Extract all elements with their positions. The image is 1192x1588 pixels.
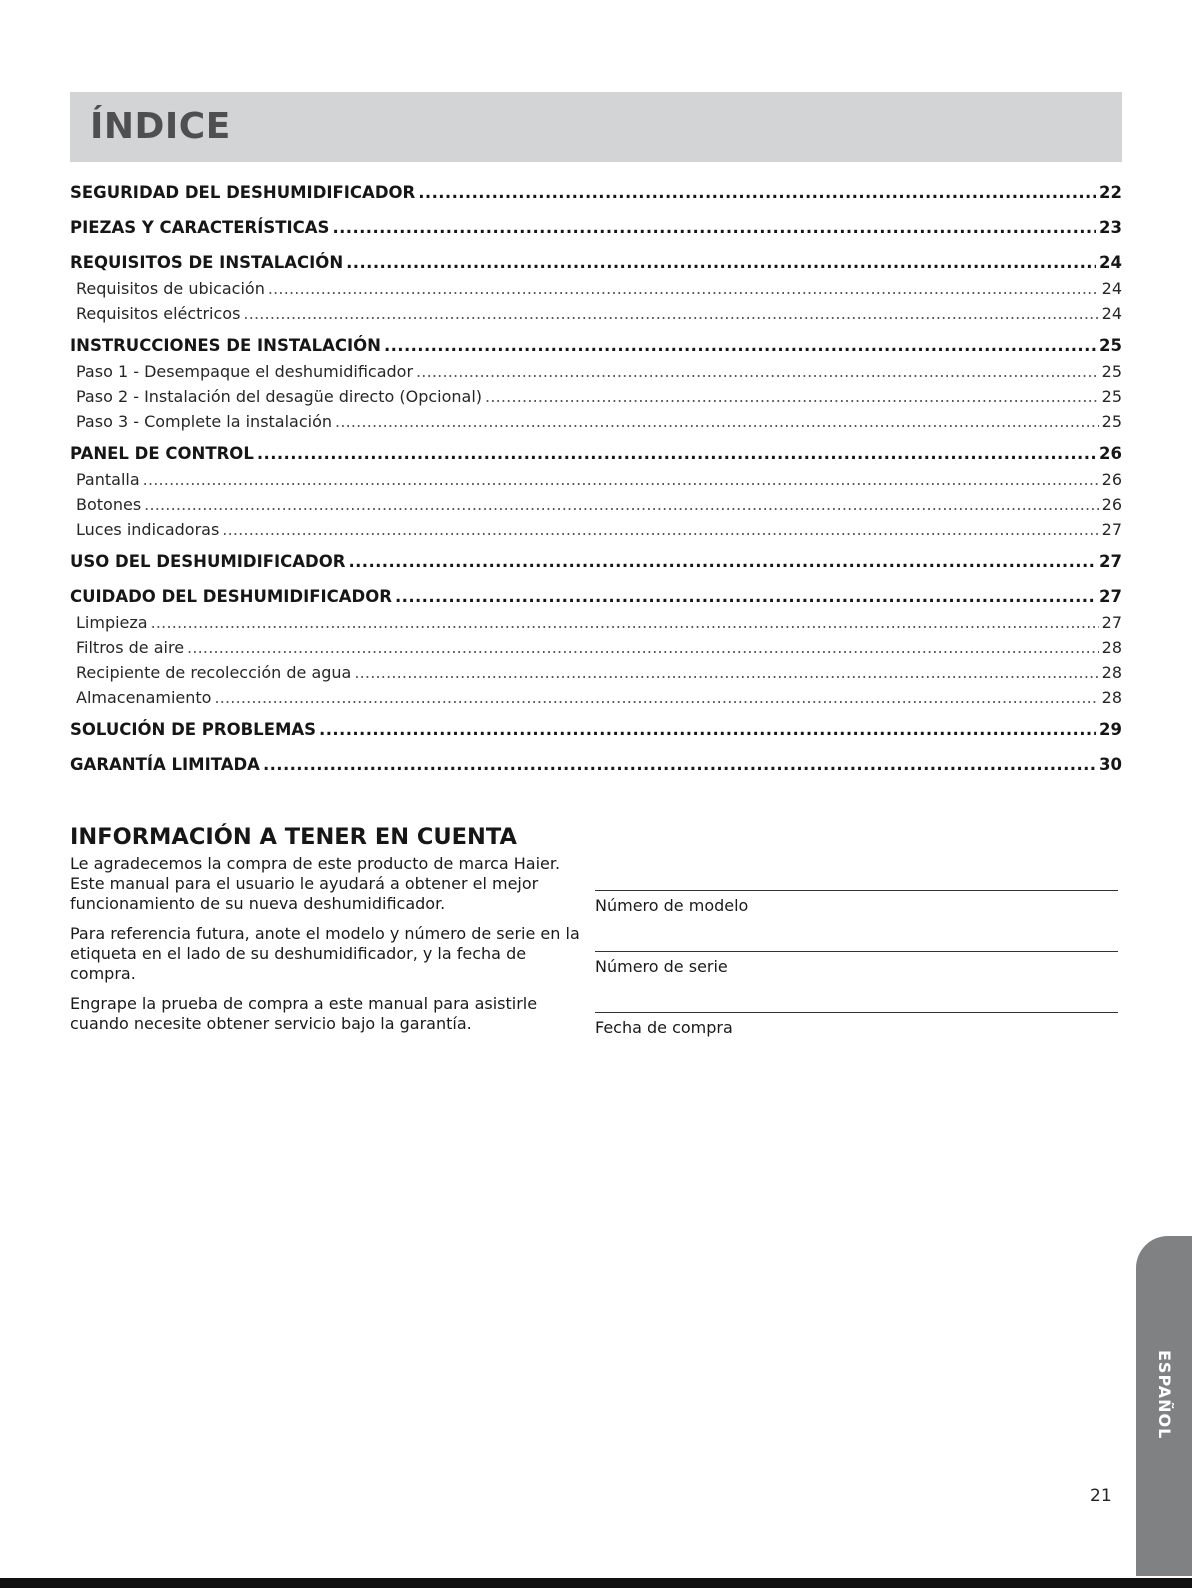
toc-label: Paso 1 - Desempaque el deshumidificador: [76, 362, 414, 381]
toc-subsection: [70, 387, 1122, 406]
toc-leader: [485, 387, 1099, 406]
toc-page: 28: [1101, 688, 1122, 707]
toc-section: [70, 444, 1122, 464]
toc-subsection: [70, 362, 1122, 381]
toc-section: [70, 336, 1122, 356]
toc-section: [70, 587, 1122, 607]
toc-leader: [144, 495, 1098, 514]
toc-label: Requisitos de ubicación: [76, 279, 265, 298]
toc-leader: [151, 613, 1099, 632]
language-tab-label: ESPAÑOL: [1155, 1350, 1174, 1440]
toc-section: [70, 253, 1122, 273]
toc-label: INSTRUCCIONES DE INSTALACIÓN: [70, 336, 381, 355]
toc-subsection: [70, 279, 1122, 298]
toc-page: 25: [1099, 336, 1122, 355]
toc-page: 24: [1101, 304, 1122, 323]
toc-subsection: [70, 638, 1122, 657]
info-title: INFORMACIÓN A TENER EN CUENTA: [70, 824, 517, 850]
info-paragraph: Para referencia futura, anote el modelo y número de serie en la etiqueta en el lado de su deshumidificador, y la fecha de compra.: [70, 924, 580, 983]
toc-label: Pantalla: [76, 470, 140, 489]
toc-label: CUIDADO DEL DESHUMIDIFICADOR: [70, 587, 392, 606]
toc-label: Almacenamiento: [76, 688, 212, 707]
toc-page: 26: [1101, 495, 1122, 514]
toc-page: 25: [1101, 362, 1122, 381]
toc-leader: [346, 253, 1096, 272]
toc-label: Botones: [76, 495, 142, 514]
toc-page: 27: [1101, 520, 1122, 539]
record-fields: [595, 890, 1118, 1073]
toc-leader: [416, 362, 1099, 381]
toc-label: Luces indicadoras: [76, 520, 220, 539]
serial-number-field: Número de serie: [595, 951, 1118, 1012]
toc-subsection: [70, 613, 1122, 632]
toc-section: [70, 183, 1122, 203]
toc-subsection: [70, 495, 1122, 514]
toc-page: 24: [1099, 253, 1122, 272]
toc-page: 25: [1101, 412, 1122, 431]
toc-page: 28: [1101, 663, 1122, 682]
toc-label: Paso 2 - Instalación del desagüe directo (Opcional): [76, 387, 483, 406]
toc-page: 27: [1099, 587, 1122, 606]
toc-leader: [354, 663, 1098, 682]
model-number-field: Número de modelo: [595, 890, 1118, 951]
toc-leader: [222, 520, 1098, 539]
toc-page: 27: [1101, 613, 1122, 632]
toc-leader: [243, 304, 1098, 323]
toc-page: 23: [1099, 218, 1122, 237]
info-paragraph: Le agradecemos la compra de este producto de marca Haier. Este manual para el usuario le ayudará a obtener el mejor funcionamiento de su nueva deshumidificador.: [70, 854, 561, 913]
toc-label: SEGURIDAD DEL DESHUMIDIFICADOR: [70, 183, 416, 202]
toc-leader: [384, 336, 1096, 355]
toc-page: 25: [1101, 387, 1122, 406]
toc-subsection: [70, 412, 1122, 431]
toc-page: 26: [1101, 470, 1122, 489]
toc-leader: [257, 444, 1096, 463]
toc-label: PANEL DE CONTROL: [70, 444, 254, 463]
toc-leader: [418, 183, 1096, 202]
toc-leader: [143, 470, 1099, 489]
toc-label: Filtros de aire: [76, 638, 185, 657]
toc-label: USO DEL DESHUMIDIFICADOR: [70, 552, 346, 571]
page-number: 21: [1090, 1486, 1112, 1506]
toc-section: [70, 552, 1122, 572]
toc-leader: [263, 755, 1096, 774]
table-of-contents: [70, 178, 1122, 775]
toc-page: 22: [1099, 183, 1122, 202]
toc-section: [70, 218, 1122, 238]
toc-page: 30: [1099, 755, 1122, 774]
toc-label: GARANTÍA LIMITADA: [70, 755, 260, 774]
toc-label: Paso 3 - Complete la instalación: [76, 412, 333, 431]
toc-leader: [187, 638, 1099, 657]
toc-leader: [268, 279, 1099, 298]
toc-page: 29: [1099, 720, 1122, 739]
toc-subsection: [70, 304, 1122, 323]
toc-page: 28: [1101, 638, 1122, 657]
page-title: ÍNDICE: [90, 106, 231, 147]
toc-page: 24: [1101, 279, 1122, 298]
toc-page: 27: [1099, 552, 1122, 571]
title-band: [70, 92, 1122, 162]
toc-section: [70, 720, 1122, 740]
toc-label: Requisitos eléctricos: [76, 304, 241, 323]
toc-leader: [332, 218, 1096, 237]
toc-subsection: [70, 663, 1122, 682]
toc-leader: [335, 412, 1099, 431]
toc-page: 26: [1099, 444, 1122, 463]
toc-subsection: [70, 470, 1122, 489]
toc-subsection: [70, 520, 1122, 539]
toc-leader: [348, 552, 1096, 571]
toc-label: REQUISITOS DE INSTALACIÓN: [70, 253, 344, 272]
toc-subsection: [70, 688, 1122, 707]
toc-leader: [214, 688, 1098, 707]
toc-label: PIEZAS Y CARACTERÍSTICAS: [70, 218, 330, 237]
toc-section: [70, 755, 1122, 775]
info-paragraphs: [70, 854, 590, 1044]
bottom-bar: [0, 1578, 1192, 1588]
toc-leader: [395, 587, 1096, 606]
info-paragraph: Engrape la prueba de compra a este manual para asistirle cuando necesite obtener servicio bajo la garantía.: [70, 994, 538, 1033]
toc-label: SOLUCIÓN DE PROBLEMAS: [70, 720, 317, 739]
purchase-date-field: Fecha de compra: [595, 1012, 1118, 1073]
toc-leader: [319, 720, 1096, 739]
toc-label: Limpieza: [76, 613, 148, 632]
toc-label: Recipiente de recolección de agua: [76, 663, 352, 682]
